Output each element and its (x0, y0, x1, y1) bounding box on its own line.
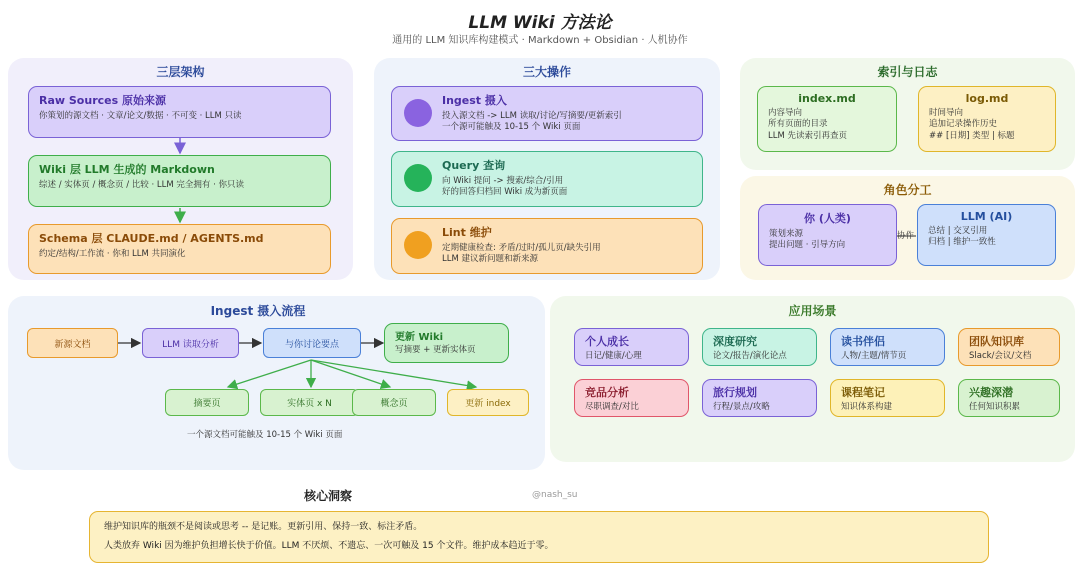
scenarios-title: 应用场景 (788, 304, 837, 318)
schema-layer-card (28, 224, 331, 274)
flow-update-wiki-card (384, 323, 509, 363)
flow-output-index: 更新 index (447, 389, 529, 416)
index-md-line-2: 所有页面的目录 (768, 119, 828, 130)
flow-step-discuss: 与你讨论要点 (263, 328, 361, 358)
scenario-text: 知识体系构建 (841, 402, 893, 412)
scenario-text: 尽职调查/对比 (585, 402, 639, 412)
scenario-deep-dive (958, 379, 1060, 417)
page-subtitle: 通用的 LLM 知识库构建模式 · Markdown + Obsidian · 人机协作 (392, 35, 688, 46)
branch-arrow-1 (228, 360, 311, 387)
ai-role-heading: LLM (AI) (960, 210, 1013, 223)
scenario-text: 人物/主题/情节页 (841, 351, 907, 361)
scenario-text: 论文/报告/演化论点 (713, 351, 787, 361)
insight-box (89, 511, 989, 563)
scenario-heading: 团队知识库 (969, 335, 1024, 348)
scenario-personal-growth (574, 328, 689, 366)
schema-layer-text: 约定/结构/工作流 · 你和 LLM 共同演化 (39, 249, 186, 259)
branch-arrow-3 (311, 360, 390, 387)
lint-op-line-2: LLM 建议新问题和新来源 (442, 254, 539, 265)
ingest-op-line-2: 一个源可能触及 10-15 个 Wiki 页面 (442, 122, 581, 133)
index-md-card (757, 86, 897, 152)
lint-op-line-1: 定期健康检查: 矛盾/过时/孤儿页/缺失引用 (442, 243, 601, 253)
flow-output-entity: 实体页 x N (260, 389, 359, 416)
schema-layer-heading: Schema 层 CLAUDE.md / AGENTS.md (39, 232, 264, 245)
lint-op-heading: Lint 维护 (442, 226, 492, 239)
scenario-competitor (574, 379, 689, 417)
query-op-line-1: 向 Wiki 提问 -> 搜索/综合/引用 (442, 176, 564, 186)
human-role-line-1: 策划来源 (769, 229, 804, 239)
page-title: LLM Wiki 方法论 (468, 13, 612, 33)
wiki-layer-text: 综述 / 实体页 / 概念页 / 比较 · LLM 完全拥有 · 你只读 (39, 180, 245, 190)
query-op-heading: Query 查询 (442, 159, 506, 172)
raw-sources-card (28, 86, 331, 138)
wiki-layer-card (28, 155, 331, 207)
query-circle-icon (404, 164, 432, 192)
roles-title: 角色分工 (883, 183, 932, 197)
ai-role-card (917, 204, 1056, 266)
scenario-reading-companion (830, 328, 945, 366)
index-md-heading: index.md (798, 92, 856, 105)
insight-title: 核心洞察 (304, 489, 353, 503)
raw-sources-heading: Raw Sources 原始来源 (39, 94, 166, 107)
scenario-text: 任何知识积累 (969, 402, 1021, 412)
flow-update-text: 写摘要 + 更新实体页 (395, 345, 476, 355)
insight-line-1: 维护知识库的瓶颈不是阅读或思考 -- 是记账。更新引用、保持一致、标注矛盾。 (104, 522, 423, 532)
scenario-course-notes (830, 379, 945, 417)
roles-connector-label: 协作 (897, 231, 915, 241)
ingest-circle-icon (404, 99, 432, 127)
lint-op-card (391, 218, 703, 274)
scenario-text: 日记/健康/心理 (585, 351, 642, 361)
log-md-card (918, 86, 1056, 152)
log-md-heading: log.md (965, 92, 1009, 105)
ingest-flow-title: Ingest 摄入流程 (210, 304, 306, 318)
scenario-travel (702, 379, 817, 417)
query-op-card (391, 151, 703, 207)
insight-line-2: 人类放弃 Wiki 因为维护负担增长快于价值。LLM 不厌烦、不遗忘、一次可触及 15 个文件。维护成本趋近于零。 (104, 541, 554, 552)
scenario-text: 行程/景点/攻略 (713, 402, 770, 412)
ingest-op-card (391, 86, 703, 141)
raw-sources-text: 你策划的源文档 · 文章/论文/数据 · 不可变 · LLM 只读 (39, 111, 242, 121)
lint-circle-icon (404, 231, 432, 259)
flow-step-new-doc: 新源文档 (27, 328, 118, 358)
ingest-op-line-1: 投入源文档 -> LLM 读取/讨论/写摘要/更新索引 (442, 111, 622, 121)
credit-watermark: @nash_su (532, 490, 578, 500)
index-log-title: 索引与日志 (877, 65, 938, 79)
scenario-heading: 兴趣深潜 (969, 386, 1013, 399)
scenario-heading: 课程笔记 (841, 386, 885, 399)
flow-output-summary: 摘要页 (165, 389, 249, 416)
scenario-team-kb (958, 328, 1060, 366)
scenario-heading: 读书伴侣 (841, 335, 885, 348)
log-md-line-3: ## [日期] 类型 | 标题 (929, 130, 1015, 141)
scenario-heading: 竞品分析 (585, 386, 629, 399)
human-role-card (758, 204, 897, 266)
human-role-heading: 你 (人类) (804, 212, 851, 225)
operations-title: 三大操作 (522, 65, 571, 79)
flow-step-llm-read: LLM 读取分析 (142, 328, 239, 358)
scenario-deep-research (702, 328, 817, 366)
wiki-layer-heading: Wiki 层 LLM 生成的 Markdown (39, 163, 215, 176)
branch-arrow-4 (311, 360, 476, 387)
scenario-heading: 个人成长 (585, 335, 629, 348)
layers-title: 三层架构 (156, 65, 205, 79)
ingest-op-heading: Ingest 摄入 (442, 94, 507, 107)
ai-role-line-2: 归档 | 维护一致性 (928, 237, 996, 248)
scenario-heading: 旅行规划 (713, 386, 757, 399)
flow-output-concept: 概念页 (352, 389, 436, 416)
log-md-line-1: 时间导向 (929, 108, 964, 118)
ai-role-line-1: 总结 | 交叉引用 (928, 226, 988, 236)
human-role-line-2: 提出问题 · 引导方向 (769, 240, 846, 251)
index-md-line-3: LLM 先读索引再查页 (768, 130, 848, 141)
flow-note: 一个源文档可能触及 10-15 个 Wiki 页面 (187, 430, 343, 440)
query-op-line-2: 好的回答归档回 Wiki 成为新页面 (442, 187, 568, 198)
log-md-line-2: 追加记录操作历史 (929, 119, 998, 130)
flow-update-heading: 更新 Wiki (395, 332, 444, 343)
index-md-line-1: 内容导向 (768, 108, 803, 118)
scenario-heading: 深度研究 (713, 335, 757, 348)
scenario-text: Slack/会议/文档 (969, 351, 1032, 361)
